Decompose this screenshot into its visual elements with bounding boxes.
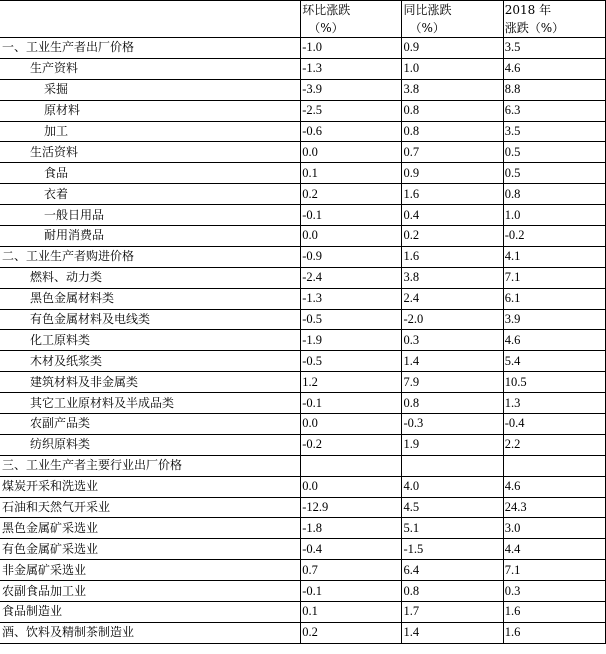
yoy-value: 1.7 <box>402 602 503 623</box>
yoy-value: 0.3 <box>402 330 503 351</box>
yoy-value: 0.9 <box>402 38 503 59</box>
y2018-value: 6.3 <box>503 100 605 121</box>
table-row <box>0 539 606 560</box>
header-yoy <box>402 1 503 38</box>
table-row <box>0 497 606 518</box>
row-label: 农副食品加工业 <box>0 581 301 602</box>
yoy-value: 7.9 <box>402 372 503 393</box>
row-label: 一般日用品 <box>0 205 301 226</box>
mom-value: -0.9 <box>301 246 402 267</box>
mom-value: -0.4 <box>301 539 402 560</box>
header-label-col <box>0 1 301 38</box>
yoy-value: 3.8 <box>402 267 503 288</box>
mom-value: -0.2 <box>301 434 402 455</box>
row-label: 煤炭开采和洗选业 <box>0 476 301 497</box>
y2018-value: 24.3 <box>503 497 605 518</box>
row-label: 生产资料 <box>0 58 301 79</box>
table-header <box>0 1 606 38</box>
y2018-value: 5.4 <box>503 351 605 372</box>
row-label: 燃料、动力类 <box>0 267 301 288</box>
mom-value: 0.1 <box>301 602 402 623</box>
row-label: 有色金属矿采选业 <box>0 539 301 560</box>
mom-value: 0.7 <box>301 560 402 581</box>
row-label: 食品制造业 <box>0 602 301 623</box>
y2018-value: 3.5 <box>503 38 605 59</box>
yoy-value: 0.9 <box>402 163 503 184</box>
row-label: 一、工业生产者出厂价格 <box>0 38 301 59</box>
yoy-value: 0.8 <box>402 393 503 414</box>
row-label: 耐用消费品 <box>0 226 301 247</box>
row-label: 酒、饮料及精制茶制造业 <box>0 622 301 643</box>
row-label: 黑色金属材料类 <box>0 288 301 309</box>
yoy-value: 0.4 <box>402 205 503 226</box>
yoy-value: 1.9 <box>402 434 503 455</box>
mom-value: -0.1 <box>301 581 402 602</box>
mom-value: -12.9 <box>301 497 402 518</box>
header-2018-title: 2018 年 <box>504 3 552 17</box>
table-row <box>0 560 606 581</box>
row-label: 化工原料类 <box>0 330 301 351</box>
row-label: 农副产品类 <box>0 414 301 435</box>
y2018-value: 7.1 <box>503 560 605 581</box>
mom-value: 0.2 <box>301 184 402 205</box>
y2018-value: 3.0 <box>503 518 605 539</box>
yoy-value: 0.8 <box>402 121 503 142</box>
mom-value: -1.3 <box>301 58 402 79</box>
y2018-value: 0.8 <box>503 184 605 205</box>
y2018-value: 4.6 <box>503 476 605 497</box>
mom-value: 0.0 <box>301 414 402 435</box>
mom-value: 0.0 <box>301 476 402 497</box>
row-label: 食品 <box>0 163 301 184</box>
y2018-value: 1.6 <box>503 602 605 623</box>
yoy-value: 1.4 <box>402 622 503 643</box>
row-label: 采掘 <box>0 79 301 100</box>
table-row <box>0 581 606 602</box>
table-row <box>0 38 606 59</box>
header-2018-unit: 涨跌（%） <box>504 21 565 35</box>
header-2018 <box>503 1 605 38</box>
table-row <box>0 79 606 100</box>
mom-value: 0.0 <box>301 226 402 247</box>
y2018-value: 1.3 <box>503 393 605 414</box>
table-row <box>0 309 606 330</box>
yoy-value: -2.0 <box>402 309 503 330</box>
header-mom-title: 环比涨跌 <box>302 3 351 17</box>
header-yoy-unit: （%） <box>409 21 445 35</box>
y2018-value: 2.2 <box>503 434 605 455</box>
table-row <box>0 351 606 372</box>
y2018-value: 6.1 <box>503 288 605 309</box>
row-label: 加工 <box>0 121 301 142</box>
yoy-value: 1.6 <box>402 184 503 205</box>
header-yoy-title: 同比涨跌 <box>403 3 452 17</box>
mom-value: -0.6 <box>301 121 402 142</box>
table-row <box>0 267 606 288</box>
row-label: 木材及纸浆类 <box>0 351 301 372</box>
row-label: 非金属矿采选业 <box>0 560 301 581</box>
row-label: 纺织原料类 <box>0 434 301 455</box>
y2018-value: 3.5 <box>503 121 605 142</box>
table-row <box>0 455 606 476</box>
y2018-value: 4.6 <box>503 58 605 79</box>
yoy-value: 4.5 <box>402 497 503 518</box>
yoy-value: -0.3 <box>402 414 503 435</box>
y2018-value: 0.5 <box>503 163 605 184</box>
y2018-value: -0.2 <box>503 226 605 247</box>
yoy-value: 0.2 <box>402 226 503 247</box>
yoy-value: 6.4 <box>402 560 503 581</box>
y2018-value: 0.3 <box>503 581 605 602</box>
table-row <box>0 163 606 184</box>
header-mom <box>301 1 402 38</box>
table-row <box>0 226 606 247</box>
yoy-value: 5.1 <box>402 518 503 539</box>
y2018-value: 1.6 <box>503 622 605 643</box>
table-row <box>0 288 606 309</box>
header-row <box>0 1 606 38</box>
table-row <box>0 205 606 226</box>
y2018-value <box>503 455 605 476</box>
y2018-value: -0.4 <box>503 414 605 435</box>
mom-value: -1.0 <box>301 38 402 59</box>
yoy-value: 4.0 <box>402 476 503 497</box>
table-body <box>0 38 606 644</box>
mom-value: -0.5 <box>301 351 402 372</box>
table-row <box>0 184 606 205</box>
row-label: 生活资料 <box>0 142 301 163</box>
mom-value: -0.1 <box>301 393 402 414</box>
table-row <box>0 434 606 455</box>
y2018-value: 4.4 <box>503 539 605 560</box>
y2018-value: 3.9 <box>503 309 605 330</box>
yoy-value: 1.6 <box>402 246 503 267</box>
table-row <box>0 372 606 393</box>
mom-value: -2.4 <box>301 267 402 288</box>
mom-value: -0.1 <box>301 205 402 226</box>
header-mom-unit: （%） <box>308 21 344 35</box>
row-label: 二、工业生产者购进价格 <box>0 246 301 267</box>
yoy-value: 1.0 <box>402 58 503 79</box>
table-row <box>0 121 606 142</box>
mom-value: -0.5 <box>301 309 402 330</box>
yoy-value: 3.8 <box>402 79 503 100</box>
table-row <box>0 622 606 643</box>
mom-value <box>301 455 402 476</box>
mom-value: -1.8 <box>301 518 402 539</box>
table-row <box>0 330 606 351</box>
mom-value: -3.9 <box>301 79 402 100</box>
mom-value: -1.3 <box>301 288 402 309</box>
y2018-value: 4.6 <box>503 330 605 351</box>
table-row <box>0 476 606 497</box>
table-row <box>0 58 606 79</box>
row-label: 石油和天然气开采业 <box>0 497 301 518</box>
y2018-value: 4.1 <box>503 246 605 267</box>
mom-value: 0.1 <box>301 163 402 184</box>
mom-value: 0.0 <box>301 142 402 163</box>
row-label: 原材料 <box>0 100 301 121</box>
table-row <box>0 602 606 623</box>
mom-value: -1.9 <box>301 330 402 351</box>
mom-value: -2.5 <box>301 100 402 121</box>
table-row <box>0 100 606 121</box>
yoy-value: 0.8 <box>402 100 503 121</box>
y2018-value: 8.8 <box>503 79 605 100</box>
y2018-value: 0.5 <box>503 142 605 163</box>
row-label: 建筑材料及非金属类 <box>0 372 301 393</box>
yoy-value <box>402 455 503 476</box>
row-label: 衣着 <box>0 184 301 205</box>
table-row <box>0 414 606 435</box>
table-row <box>0 518 606 539</box>
table-row <box>0 393 606 414</box>
yoy-value: 0.7 <box>402 142 503 163</box>
row-label: 有色金属材料及电线类 <box>0 309 301 330</box>
yoy-value: 0.8 <box>402 581 503 602</box>
row-label: 黑色金属矿采选业 <box>0 518 301 539</box>
y2018-value: 7.1 <box>503 267 605 288</box>
yoy-value: 2.4 <box>402 288 503 309</box>
row-label: 其它工业原材料及半成品类 <box>0 393 301 414</box>
table-row <box>0 246 606 267</box>
y2018-value: 1.0 <box>503 205 605 226</box>
mom-value: 0.2 <box>301 622 402 643</box>
row-label: 三、工业生产者主要行业出厂价格 <box>0 455 301 476</box>
yoy-value: 1.4 <box>402 351 503 372</box>
mom-value: 1.2 <box>301 372 402 393</box>
y2018-value: 10.5 <box>503 372 605 393</box>
yoy-value: -1.5 <box>402 539 503 560</box>
table-row <box>0 142 606 163</box>
